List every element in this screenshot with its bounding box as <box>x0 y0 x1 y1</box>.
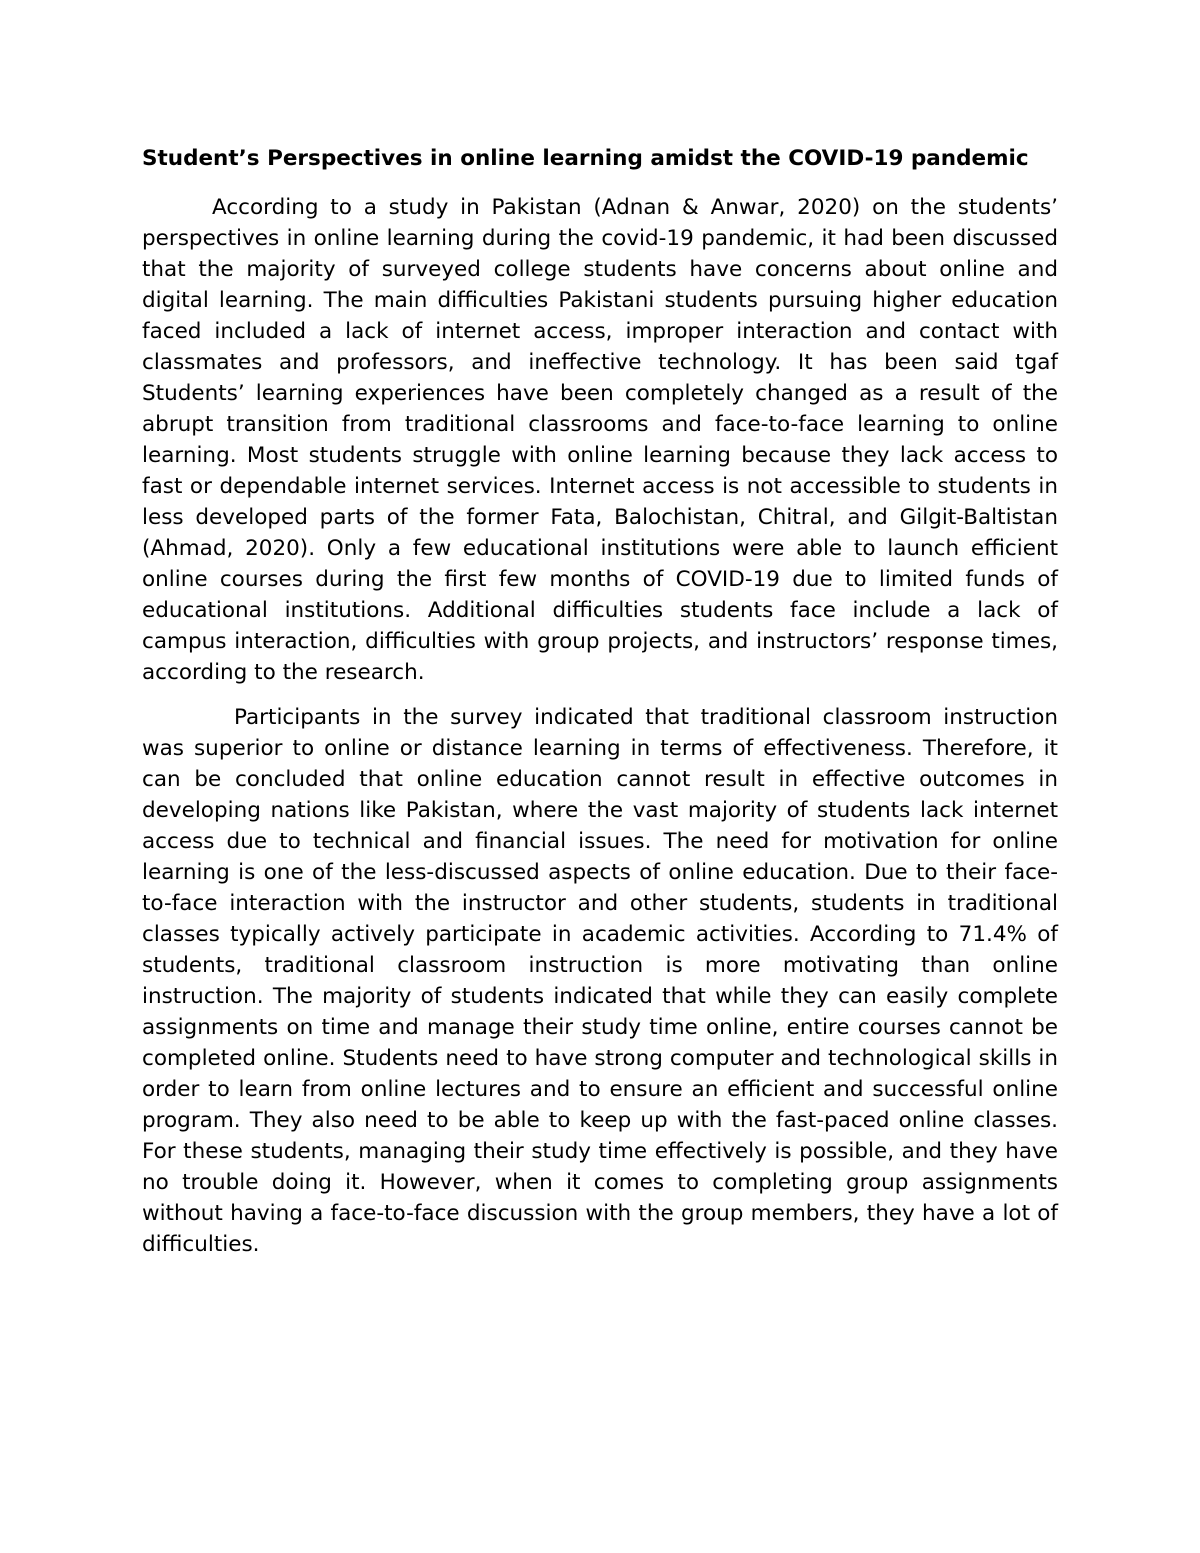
paragraph-2: Participants in the survey indicated that traditional classroom instruction was superior to online or distance learning in terms of effectiveness. Therefore, it can be concluded that online education cannot result in effective outcomes in developing nations like Pakistan, where the vast majority of students lack internet access due to technical and financial issues. The need for motivation for online learning is one of the less-discussed aspects of online education. Due to their face-to-face interaction with the instructor and other students, students in traditional classes typically actively participate in academic activities. According to 71.4% of students, traditional classroom instruction is more motivating than online instruction. The majority of students indicated that while they can easily complete assignments on time and manage their study time online, entire courses cannot be completed online. Students need to have strong computer and technological skills in order to learn from online lectures and to ensure an efficient and successful online program. They also need to be able to keep up with the fast-paced online classes. For these students, managing their study time effectively is possible, and they have no trouble doing it. However, when it comes to completing group assignments without having a face-to-face discussion with the group members, they have a lot of difficulties. <box>142 705 1058 1257</box>
paragraph-1: According to a study in Pakistan (Adnan & Anwar, 2020) on the students’ perspectives in online learning during the covid-19 pandemic, it had been discussed that the majority of surveyed college students have concerns about online and digital learning. The main difficulties Pakistani students pursuing higher education faced included a lack of internet access, improper interaction and contact with classmates and professors, and ineffective technology. It has been said tgaf Students’ learning experiences have been completely changed as a result of the abrupt transition from traditional classrooms and face-to-face learning to online learning. Most students struggle with online learning because they lack access to fast or dependable internet services. Internet access is not accessible to students in less developed parts of the former Fata, Balochistan, Chitral, and Gilgit-Baltistan (Ahmad, 2020). Only a few educational institutions were able to launch efficient online courses during the first few months of COVID-19 due to limited funds of educational institutions. Additional difficulties students face include a lack of campus interaction, difficulties with group projects, and instructors’ response times, according to the research. <box>142 195 1058 685</box>
document-body <box>142 143 1058 1274</box>
document-title: Student’s Perspectives in online learning amidst the COVID-19 pandemic <box>142 146 1029 171</box>
